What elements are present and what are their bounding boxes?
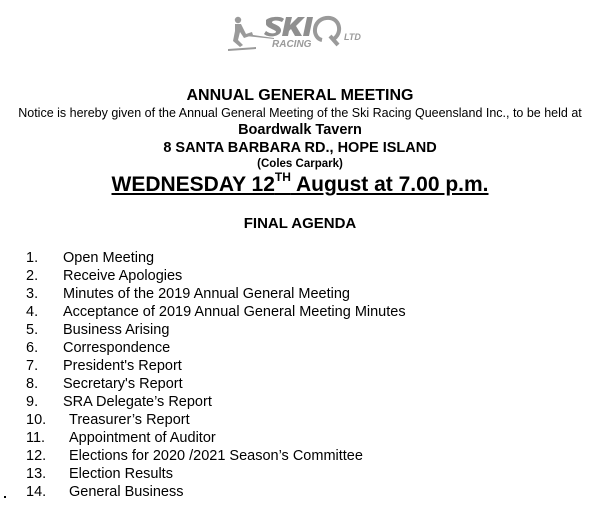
- agenda-item-number: 4.: [26, 304, 39, 320]
- stray-dot: [4, 496, 6, 498]
- agenda-item: [20, 357, 406, 375]
- date-prefix: WEDNESDAY 12: [111, 173, 275, 196]
- agenda-item-text: Open Meeting: [63, 250, 155, 266]
- agenda-item: [20, 303, 406, 321]
- agenda-item: [20, 483, 406, 501]
- date-rest: August at 7.00 p.m.: [290, 173, 489, 196]
- agenda-title: FINAL AGENDA: [243, 215, 357, 232]
- agenda-item: [20, 411, 406, 429]
- agenda-item: [20, 465, 406, 483]
- agenda-item-number: 5.: [26, 322, 39, 338]
- agenda-item-number: 10.: [26, 412, 47, 428]
- agenda-item-number: 9.: [26, 394, 39, 410]
- meeting-notice: Notice is hereby given of the Annual General Meeting of the Ski Racing Queensland Inc., to be held at: [18, 106, 582, 120]
- venue-name: Boardwalk Tavern: [238, 122, 362, 138]
- agenda-item: [20, 447, 406, 465]
- agenda-item-text: SRA Delegate’s Report: [63, 394, 212, 410]
- agenda-item-number: 3.: [26, 286, 39, 302]
- agenda-item-text: Appointment of Auditor: [69, 430, 216, 446]
- agenda-item: [20, 339, 406, 357]
- agenda-item-text: Treasurer’s Report: [69, 412, 190, 428]
- venue-address: 8 SANTA BARBARA RD., HOPE ISLAND: [163, 140, 437, 156]
- agenda-item-text: Receive Apologies: [63, 268, 183, 284]
- agenda-item-number: 11.: [26, 430, 46, 446]
- date-ordinal: TH: [274, 170, 291, 184]
- agenda-item-number: 6.: [26, 340, 39, 356]
- venue-carpark: (Coles Carpark): [257, 158, 343, 170]
- agenda-item-number: 7.: [26, 358, 39, 374]
- agenda-item-text: President's Report: [63, 358, 182, 374]
- agenda-item-text: Election Results: [69, 466, 173, 482]
- agenda-item: [20, 285, 406, 303]
- ski-racing-qld-logo: [226, 12, 386, 54]
- agenda-item-number: 1.: [26, 250, 39, 266]
- agenda-item: [20, 321, 406, 339]
- agenda-item-number: 12.: [26, 448, 47, 464]
- agenda-item: [20, 267, 406, 285]
- agenda-item-text: Acceptance of 2019 Annual General Meeting Minutes: [63, 304, 406, 320]
- svg-text:RACING: RACING: [272, 39, 312, 50]
- svg-text:LTD: LTD: [344, 32, 361, 42]
- agenda-item-number: 13.: [26, 466, 47, 482]
- agenda-item-text: Correspondence: [63, 340, 171, 356]
- meeting-title: ANNUAL GENERAL MEETING: [186, 87, 414, 104]
- agenda-list: [20, 249, 406, 501]
- agenda-item: [20, 393, 406, 411]
- agenda-item-text: Minutes of the 2019 Annual General Meeting: [63, 286, 350, 302]
- agenda-item-text: Business Arising: [63, 322, 170, 338]
- meeting-date: [0, 172, 600, 198]
- agenda-item-text: Elections for 2020 /2021 Season’s Committee: [69, 448, 363, 464]
- agenda-item: [20, 249, 406, 267]
- agenda-item: [20, 375, 406, 393]
- agenda-item-text: General Business: [69, 484, 184, 500]
- agenda-item-number: 2.: [26, 268, 39, 284]
- agenda-item-number: 8.: [26, 376, 39, 392]
- agenda-item-number: 14.: [26, 484, 47, 500]
- agenda-item: [20, 429, 406, 447]
- agenda-item-text: Secretary's Report: [63, 376, 183, 392]
